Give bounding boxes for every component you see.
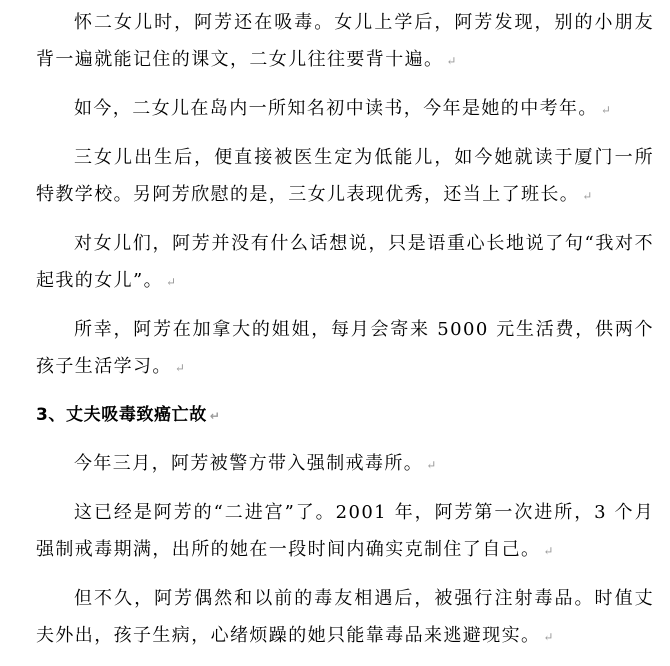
paragraph-mark-icon: ↵ [209, 409, 220, 423]
paragraph-text: 如今，二女儿在岛内一所知名初中读书，今年是她的中考年。 [74, 98, 598, 119]
paragraph-mark-icon: ↵ [426, 458, 437, 472]
paragraph-text: 三女儿出生后，便直接被医生定为低能儿，如今她就读于厦门一所特教学校。另阿芳欣慰的是，三女儿表现优秀，还当上了班长。 [36, 147, 654, 205]
paragraph [36, 4, 654, 80]
paragraph [36, 494, 654, 570]
paragraph-text: 今年三月，阿芳被警方带入强制戒毒所。 [74, 453, 424, 474]
paragraph-text: 怀二女儿时，阿芳还在吸毒。女儿上学后，阿芳发现，别的小朋友背一遍就能记住的课文，二女儿往往要背十遍。 [36, 12, 654, 70]
paragraph-text: 这已经是阿芳的“二进宫”了。2001 年，阿芳第一次进所，3 个月强制戒毒期满，出所的她在一段时间内确实克制住了自己。 [36, 502, 654, 560]
paragraph [36, 445, 654, 484]
paragraph [36, 225, 654, 301]
paragraph-mark-icon: ↵ [600, 103, 611, 117]
paragraph [36, 139, 654, 215]
section-heading [36, 397, 654, 435]
paragraph-mark-icon: ↵ [543, 630, 554, 644]
paragraph-text: 对女儿们，阿芳并没有什么话想说，只是语重心长地说了句“我对不起我的女儿”。 [36, 233, 654, 291]
section-heading-text: 3、丈夫吸毒致癌亡故 [36, 405, 207, 425]
paragraph-mark-icon: ↵ [446, 54, 457, 68]
paragraph-text: 但不久，阿芳偶然和以前的毒友相遇后，被强行注射毒品。时值丈夫外出，孩子生病，心绪烦躁的她只能靠毒品来逃避现实。 [36, 588, 654, 646]
paragraph-mark-icon: ↵ [543, 544, 554, 558]
paragraph [36, 90, 654, 129]
paragraph-mark-icon: ↵ [174, 361, 185, 375]
paragraph [36, 311, 654, 387]
paragraph-mark-icon: ↵ [582, 189, 593, 203]
paragraph-text: 所幸，阿芳在加拿大的姐姐，每月会寄来 5000 元生活费，供两个孩子生活学习。 [36, 319, 654, 377]
document-body [36, 4, 654, 666]
paragraph-mark-icon: ↵ [166, 275, 177, 289]
paragraph [36, 580, 654, 656]
